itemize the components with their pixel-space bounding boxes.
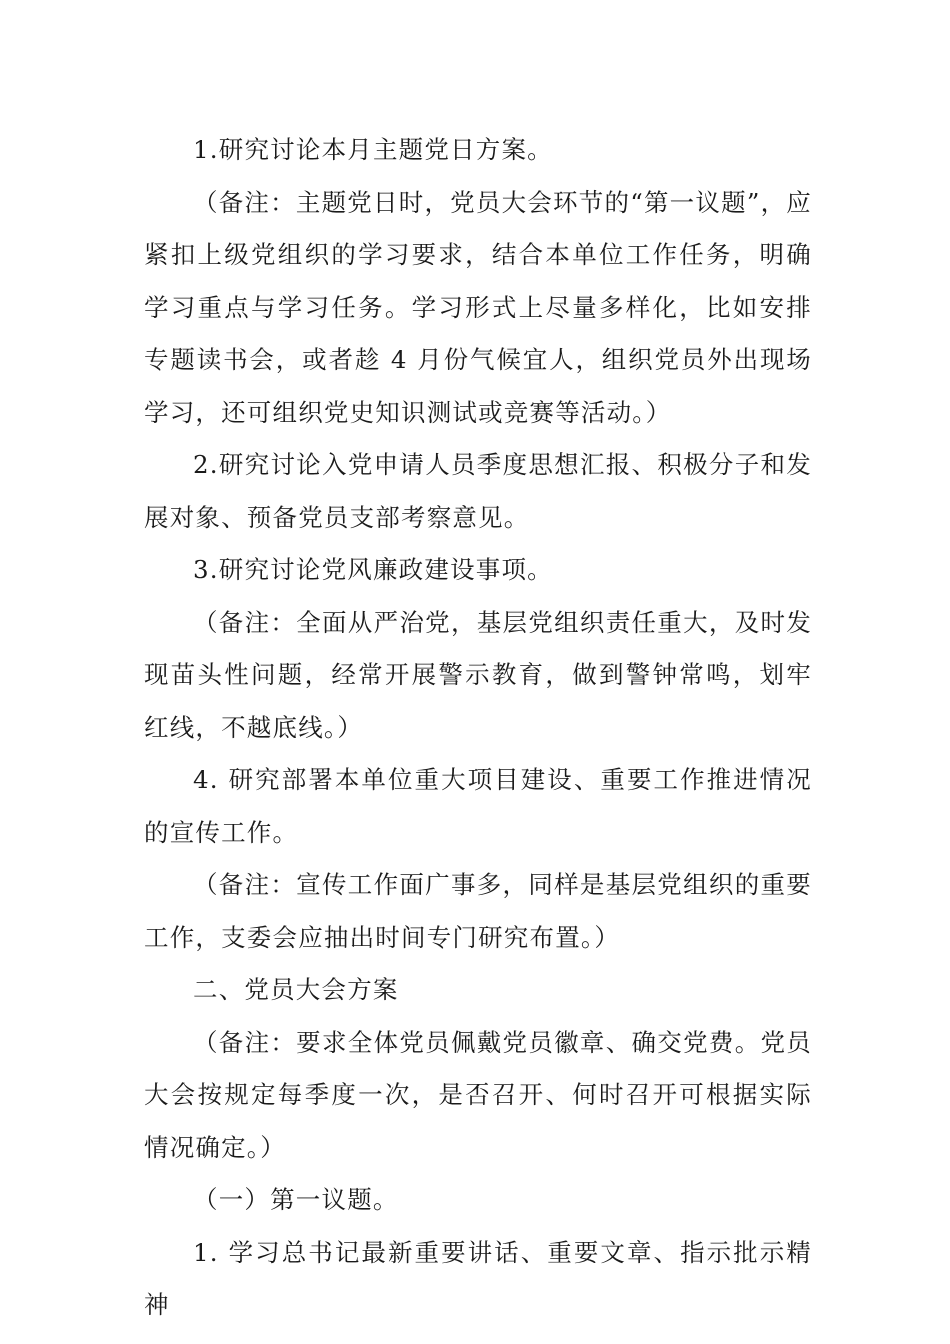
note-theme-day-paragraph: （备注：主题党日时，党员大会环节的“第一议题”，应紧扣上级党组织的学习要求，结合本单位工作任务，明确学习重点与学习任务。学习形式上尽量多样化，比如安排专题读书会，或者趁 4 月份气候宜人，组织党员外出现场学习，还可组织党史知识测试或竞赛等活动。） <box>144 187 812 427</box>
note-discipline-paragraph: （备注：全面从严治党，基层党组织责任重大，及时发现苗头性问题，经常开展警示教育，做到警钟常鸣，划牢红线，不越底线。） <box>144 607 812 742</box>
section-heading-2: 二、党员大会方案 <box>193 975 399 1004</box>
item-1-paragraph: 1.研究讨论本月主题党日方案。 <box>193 135 553 164</box>
study-item-1-paragraph: 1. 学习总书记最新重要讲话、重要文章、指示批示精神 <box>144 1237 812 1319</box>
document-body <box>144 124 812 1332</box>
item-3-paragraph: 3.研究讨论党风廉政建设事项。 <box>193 555 553 584</box>
item-4-paragraph: 4. 研究部署本单位重大项目建设、重要工作推进情况的宣传工作。 <box>144 765 812 847</box>
subsection-heading-1: （一）第一议题。 <box>193 1185 399 1214</box>
item-2-paragraph: 2.研究讨论入党申请人员季度思想汇报、积极分子和发展对象、预备党员支部考察意见。 <box>144 450 812 532</box>
note-member-meeting-paragraph: （备注：要求全体党员佩戴党员徽章、确交党费。党员大会按规定每季度一次，是否召开、何时召开可根据实际情况确定。） <box>144 1027 812 1162</box>
note-publicity-paragraph: （备注：宣传工作面广事多，同样是基层党组织的重要工作，支委会应抽出时间专门研究布置。） <box>144 870 812 952</box>
